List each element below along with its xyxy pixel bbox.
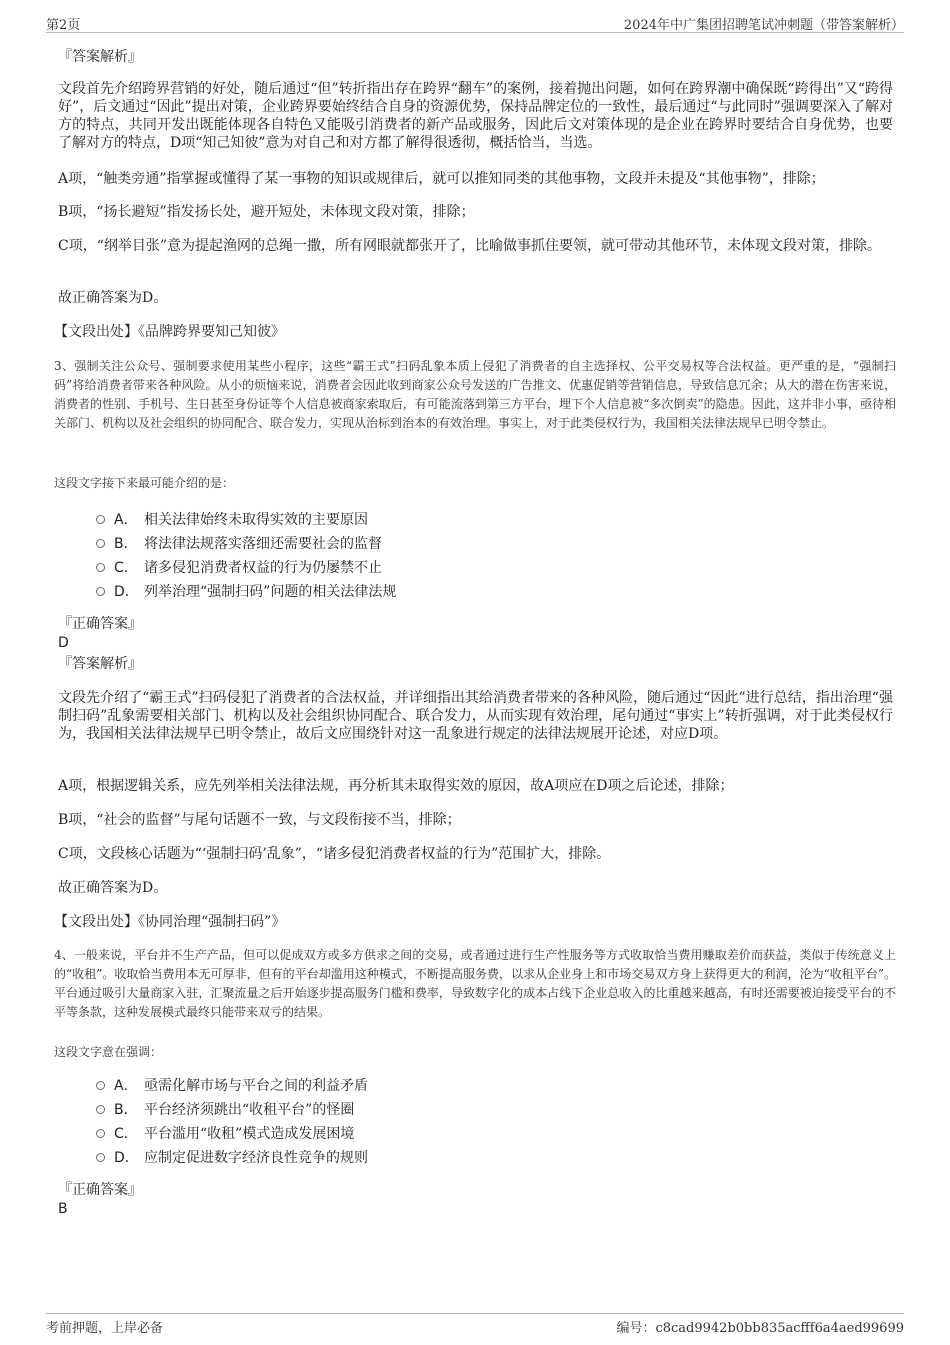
q3-analysis-main: 文段先介绍了“霸王式”扫码侵犯了消费者的合法权益，并详细指出其给消费者带来的各种风险，随后通过“因此”进行总结，指出治理“强制扫码”乱象需要相关部门、机构以及社会组织协同配合、联合发力，从而实现有效治理，尾句通过“事实上”转折强调，对于此类侵权行为，我国相关法律法规早已明令禁止，故后文应围绕针对这一乱象进行规定的法律法规展开论述，对应D项。: [58, 690, 893, 742]
correct-answer-label: 『正确答案』: [58, 616, 142, 632]
q4-option-c[interactable]: C． 平台滥用“收租”模式造成发展困境: [96, 1121, 368, 1145]
q4-option-a[interactable]: A． 亟需化解市场与平台之间的利益矛盾: [96, 1073, 368, 1097]
source-title: 《协同治理“强制扫码”》: [138, 914, 286, 930]
radio-icon[interactable]: [96, 1129, 105, 1138]
q3-analysis-a: A项，根据逻辑关系，应先列举相关法律法规，再分析其未取得实效的原因，故A项应在D项之后论述，排除；: [58, 778, 734, 794]
q3-source: [54, 911, 889, 931]
q3-prompt: 这段文字接下来最可能介绍的是：: [54, 476, 235, 490]
q3-options: [96, 507, 396, 603]
q4-answer: B: [58, 1201, 68, 1217]
q3-answer: D: [58, 635, 69, 651]
q3-option-c[interactable]: C． 诸多侵犯消费者权益的行为仍屡禁不止: [96, 555, 396, 579]
q4-option-d[interactable]: D． 应制定促进数字经济良性竞争的规则: [96, 1145, 368, 1169]
radio-icon[interactable]: [96, 563, 105, 572]
source-prefix: 【文段出处】: [54, 324, 138, 340]
q3-option-b[interactable]: B． 将法律法规落实落细还需要社会的监督: [96, 531, 396, 555]
q4-options: [96, 1073, 368, 1169]
correct-answer-label: 『正确答案』: [58, 1182, 142, 1198]
radio-icon[interactable]: [96, 1105, 105, 1114]
footer-code: 编号：c8cad9942b0bb835acfff6a4aed99699: [616, 1321, 904, 1336]
q3-option-d[interactable]: D． 列举治理“强制扫码”问题的相关法律法规: [96, 579, 396, 603]
radio-icon[interactable]: [96, 1081, 105, 1090]
q3-option-a[interactable]: A． 相关法律始终未取得实效的主要原因: [96, 507, 396, 531]
q4-option-b[interactable]: B． 平台经济须跳出“收租平台”的怪圈: [96, 1097, 368, 1121]
q2-analysis-main: 文段首先介绍跨界营销的好处，随后通过“但”转折指出存在跨界“翻车”的案例，接着抛出问题，如何在跨界潮中确保既“跨得出”又“跨得好”，后文通过“因此”提出对策，企业跨界要始终结合自身的资源优势，保持品牌定位的一致性，最后通过“与此同时”强调要深入了解对方的特点，共同开发出既能体现各自特色又能吸引消费者的新产品或服务，因此后文对策体现的是企业在跨界时要结合自身优势，也要了解对方的特点，D项“知己知彼”意为对自己和对方都了解得很透彻，概括恰当，当选。: [58, 81, 893, 151]
q2-analysis-a: A项，“触类旁通”指掌握或懂得了某一事物的知识或规律后，就可以推知同类的其他事物，文段并未提及“其他事物”，排除；: [58, 171, 825, 187]
footer-slogan: 考前押题，上岸必备: [46, 1321, 164, 1336]
document-title: 2024年中广集团招聘笔试冲刺题（带答案解析）: [623, 18, 904, 33]
page-number: 第2页: [46, 18, 81, 33]
q3-analysis-b: B项，“社会的监督”与尾句话题不一致，与文段衔接不当，排除；: [58, 812, 461, 828]
q2-analysis-c: C项，“纲举目张”意为提起渔网的总绳一撒，所有网眼就都张开了，比喻做事抓住要领，就可带动其他环节，未体现文段对策，排除。: [58, 238, 882, 254]
q3-stem: 3、强制关注公众号、强制要求使用某些小程序，这些“霸王式”扫码乱象本质上侵犯了消费者的自主选择权、公平交易权等合法权益。更严重的是，“强制扫码”将给消费者带来各种风险。从小的烦恼来说，消费者会因此收到商家公众号发送的广告推文、优惠促销等营销信息，导致信息冗余；从大的潜在伤害来说，消费者的性别、手机号、生日甚至身份证等个人信息被商家索取后，有可能流落到第三方平台，埋下个人信息被“多次倒卖”的隐患。因此，这并非小事，亟待相关部门、机构以及社会组织的协同配合、联合发力，实现从治标到治本的有效治理。事实上，对于此类侵权行为，我国相关法律法规早已明令禁止。: [54, 359, 896, 430]
source-title: 《品牌跨界要知己知彼》: [138, 324, 285, 340]
q4-stem: 4、一般来说，平台并不生产产品，但可以促成双方或多方供求之间的交易，或者通过进行生产性服务等方式收取恰当费用赚取差价而获益，类似于传统意义上的“收租”。收取恰当费用本无可厚非，但有的平台却滥用这种模式，不断提高服务费，以求从企业身上和市场交易双方身上获得更大的利润，沦为“收租平台”。平台通过吸引大量商家入驻，汇聚流量之后开始逐步提高服务门槛和费率，导致数字化的成本占线下企业总收入的比重越来越高，有时还需要被迫接受平台的不平等条款，这种发展模式最终只能带来双亏的结果。: [54, 948, 896, 1019]
radio-icon[interactable]: [96, 515, 105, 524]
page-header: [46, 14, 904, 33]
q4-prompt: 这段文字意在强调：: [54, 1045, 163, 1059]
q3-conclusion: 故正确答案为D。: [58, 880, 168, 896]
analysis-label: 『答案解析』: [58, 49, 142, 65]
q2-source: [54, 321, 889, 341]
q3-analysis-c: C项，文段核心话题为“‘强制扫码’乱象”，“诸多侵犯消费者权益的行为”范围扩大，排除。: [58, 846, 611, 862]
source-prefix: 【文段出处】: [54, 914, 138, 930]
radio-icon[interactable]: [96, 1153, 105, 1162]
analysis-label: 『答案解析』: [58, 656, 142, 672]
page-footer: [46, 1313, 904, 1334]
q2-analysis-b: B项，“扬长避短”指发扬长处，避开短处，未体现文段对策，排除；: [58, 204, 475, 220]
radio-icon[interactable]: [96, 539, 105, 548]
q2-conclusion: 故正确答案为D。: [58, 290, 168, 306]
radio-icon[interactable]: [96, 587, 105, 596]
